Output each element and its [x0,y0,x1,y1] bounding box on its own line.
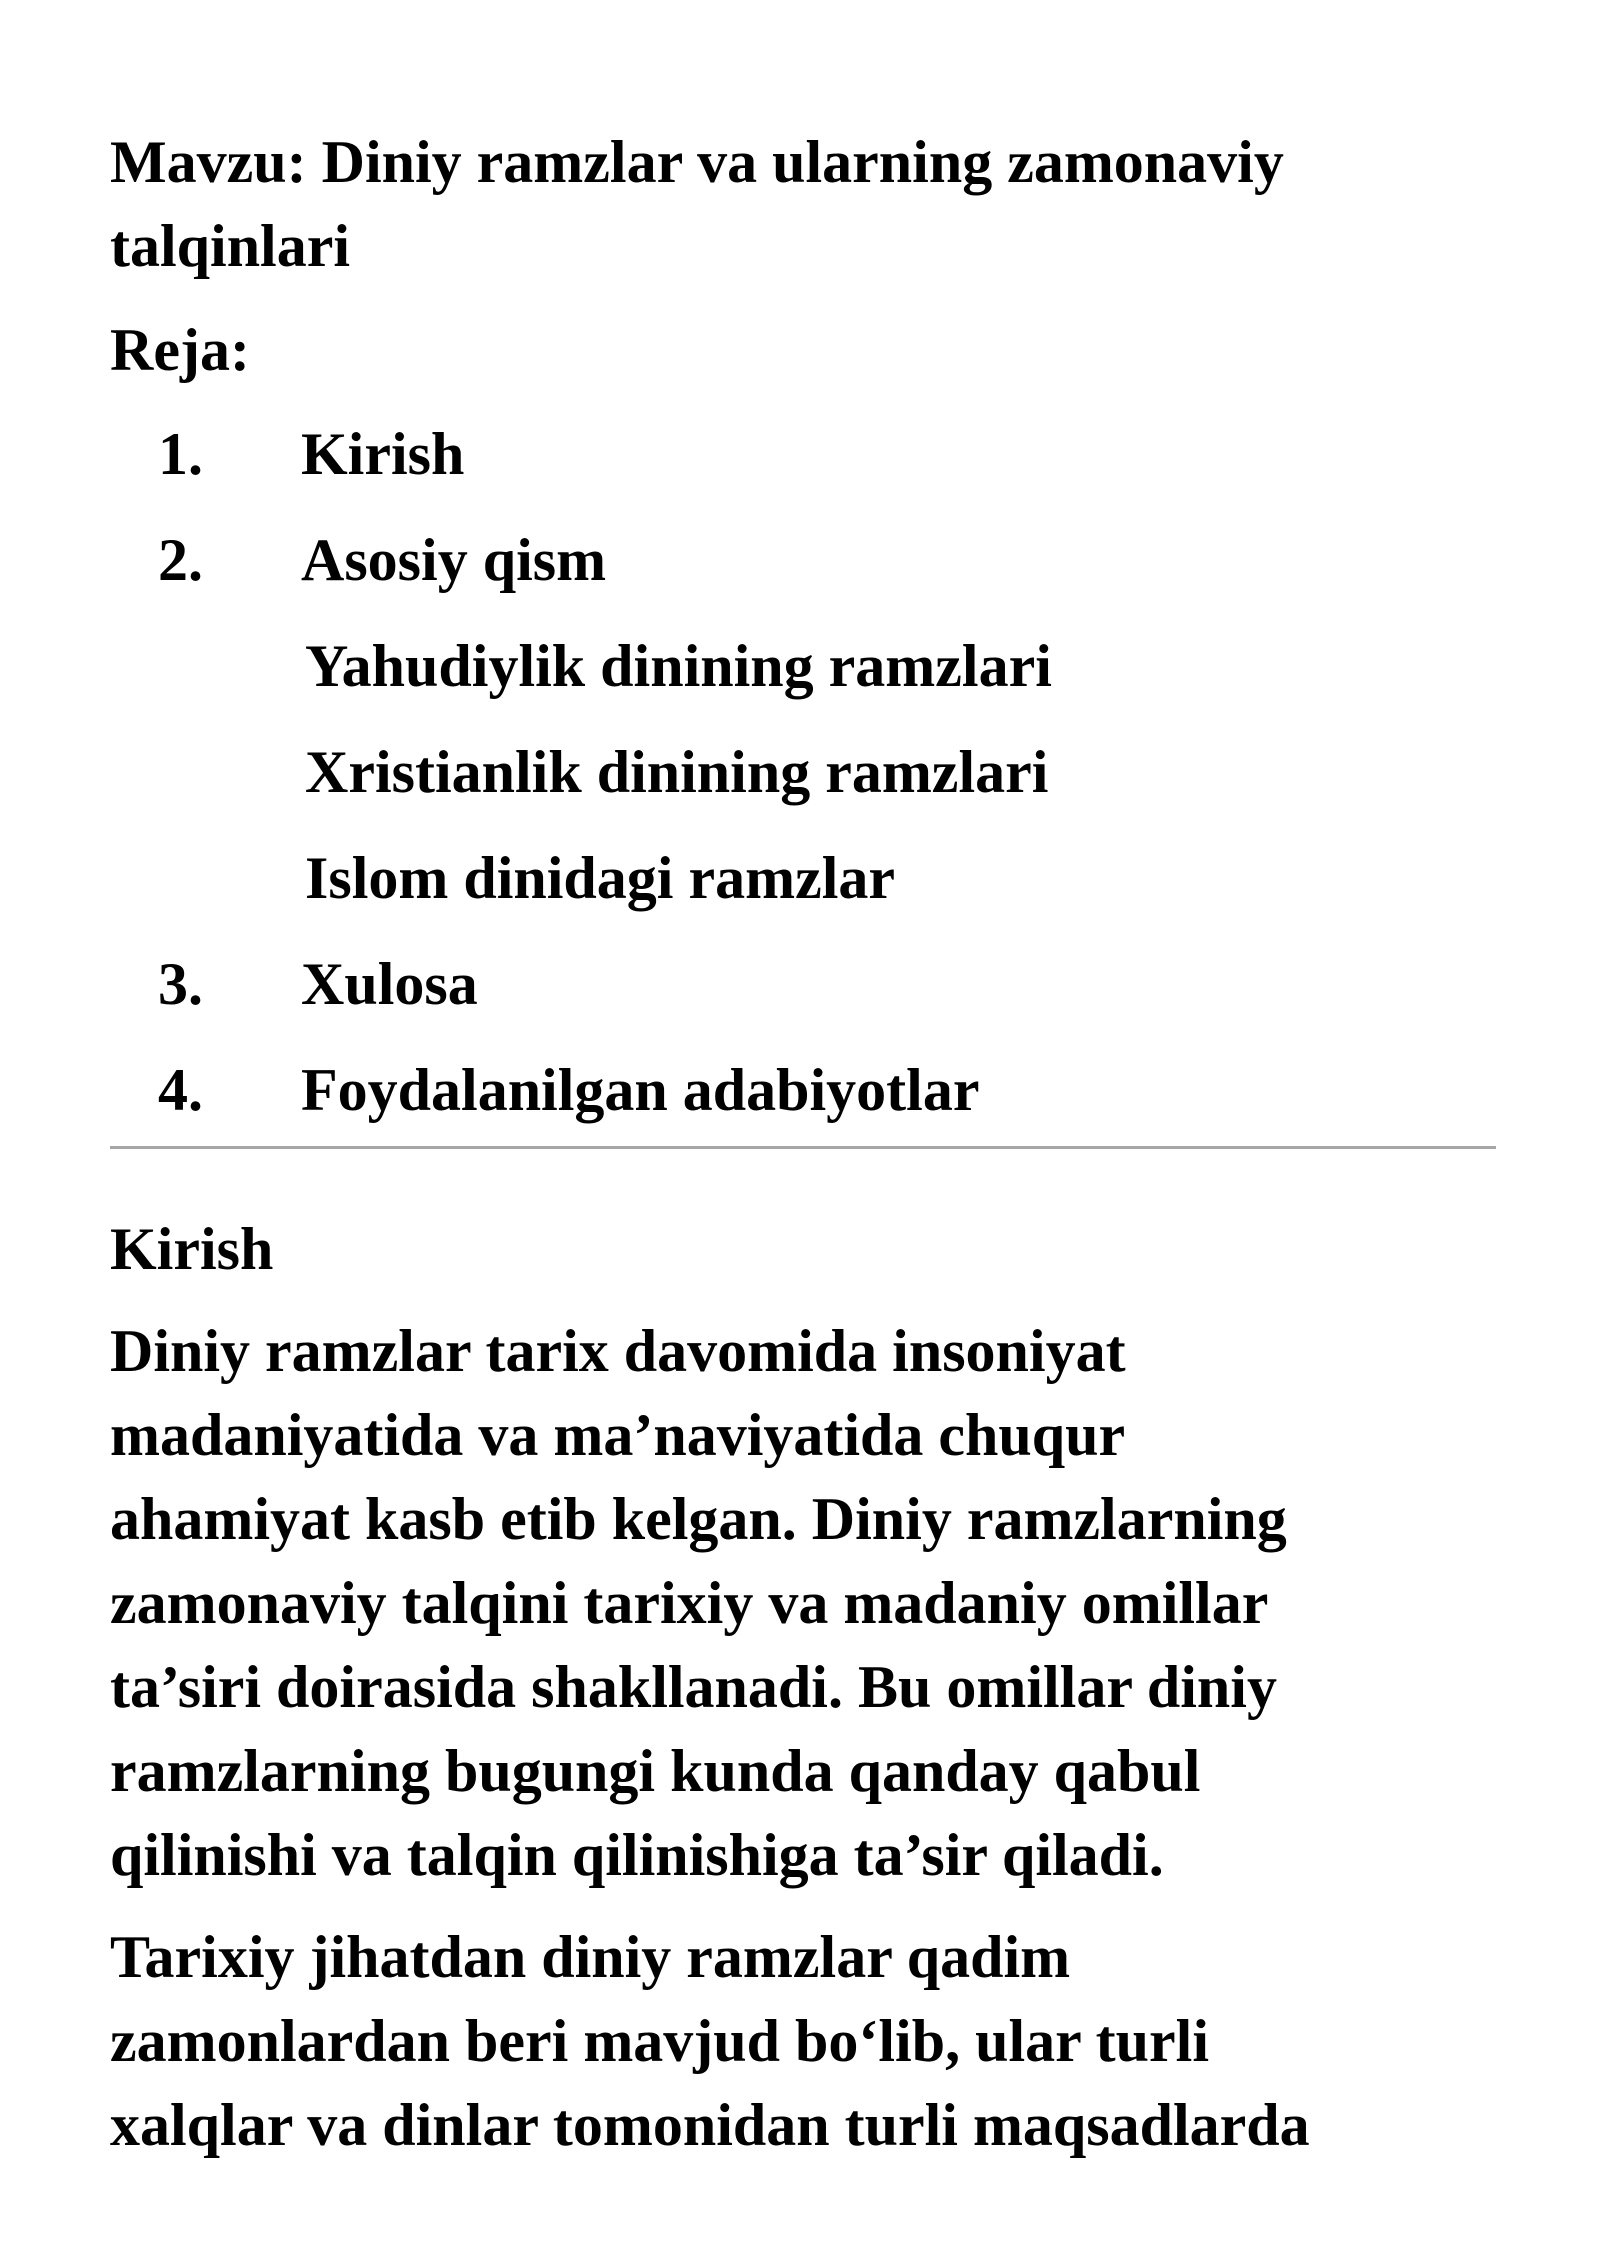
document-title [110,120,1495,288]
plan-item [110,1048,1495,1132]
title-line-1: Mavzu: Diniy ramzlar va ularning zamonaviy [110,129,1284,195]
plan-item [110,518,1495,602]
plan-subitem-text: Xristianlik dinining ramzlari [305,739,1049,805]
plan-item-text: Asosiy qism [301,527,607,593]
paragraph-line: ahamiyat kasb etib kelgan. Diniy ramzlarning [110,1486,1287,1552]
plan-subitem [110,836,1495,920]
intro-heading: Kirish [110,1216,274,1282]
paragraph-line: madaniyatida va ma’naviyatida chuqur [110,1402,1126,1468]
plan-item-text: Xulosa [301,951,478,1017]
plan-item [110,942,1495,1026]
paragraph-line: zamonlardan beri mavjud bo‘lib, ular turli [110,2008,1209,2074]
plan-subitem-text: Islom dinidagi ramzlar [305,845,896,911]
intro-paragraph-1 [110,1309,1495,1897]
plan-item-text: Foydalanilgan adabiyotlar [301,1057,980,1123]
plan-subitem [110,624,1495,708]
paragraph-line: Diniy ramzlar tarix davomida insoniyat [110,1318,1126,1384]
paragraph-line: ta’siri doirasida shakllanadi. Bu omillar diniy [110,1654,1277,1720]
section-divider [110,1146,1496,1149]
plan-subitem-text: Yahudiylik dinining ramzlari [305,633,1052,699]
plan-item [110,412,1495,496]
paragraph-line: zamonaviy talqini tarixiy va madaniy omillar [110,1570,1269,1636]
paragraph-line: xalqlar va dinlar tomonidan turli maqsadlarda [110,2092,1310,2158]
title-line-2: talqinlari [110,213,351,279]
plan-item-number: 2. [158,527,203,593]
plan-heading: Reja: [110,317,250,383]
plan-item-number: 1. [158,421,203,487]
plan-item-text: Kirish [301,421,465,487]
plan-subitem [110,730,1495,814]
plan-item-number: 4. [158,1057,203,1123]
intro-paragraph-2 [110,1915,1495,2167]
plan-list [110,412,1495,1132]
plan-item-number: 3. [158,951,203,1017]
paragraph-line: qilinishi va talqin qilinishiga ta’sir qiladi. [110,1822,1164,1888]
document-page [110,120,1495,2167]
paragraph-line: ramzlarning bugungi kunda qanday qabul [110,1738,1201,1804]
paragraph-line: Tarixiy jihatdan diniy ramzlar qadim [110,1924,1071,1990]
